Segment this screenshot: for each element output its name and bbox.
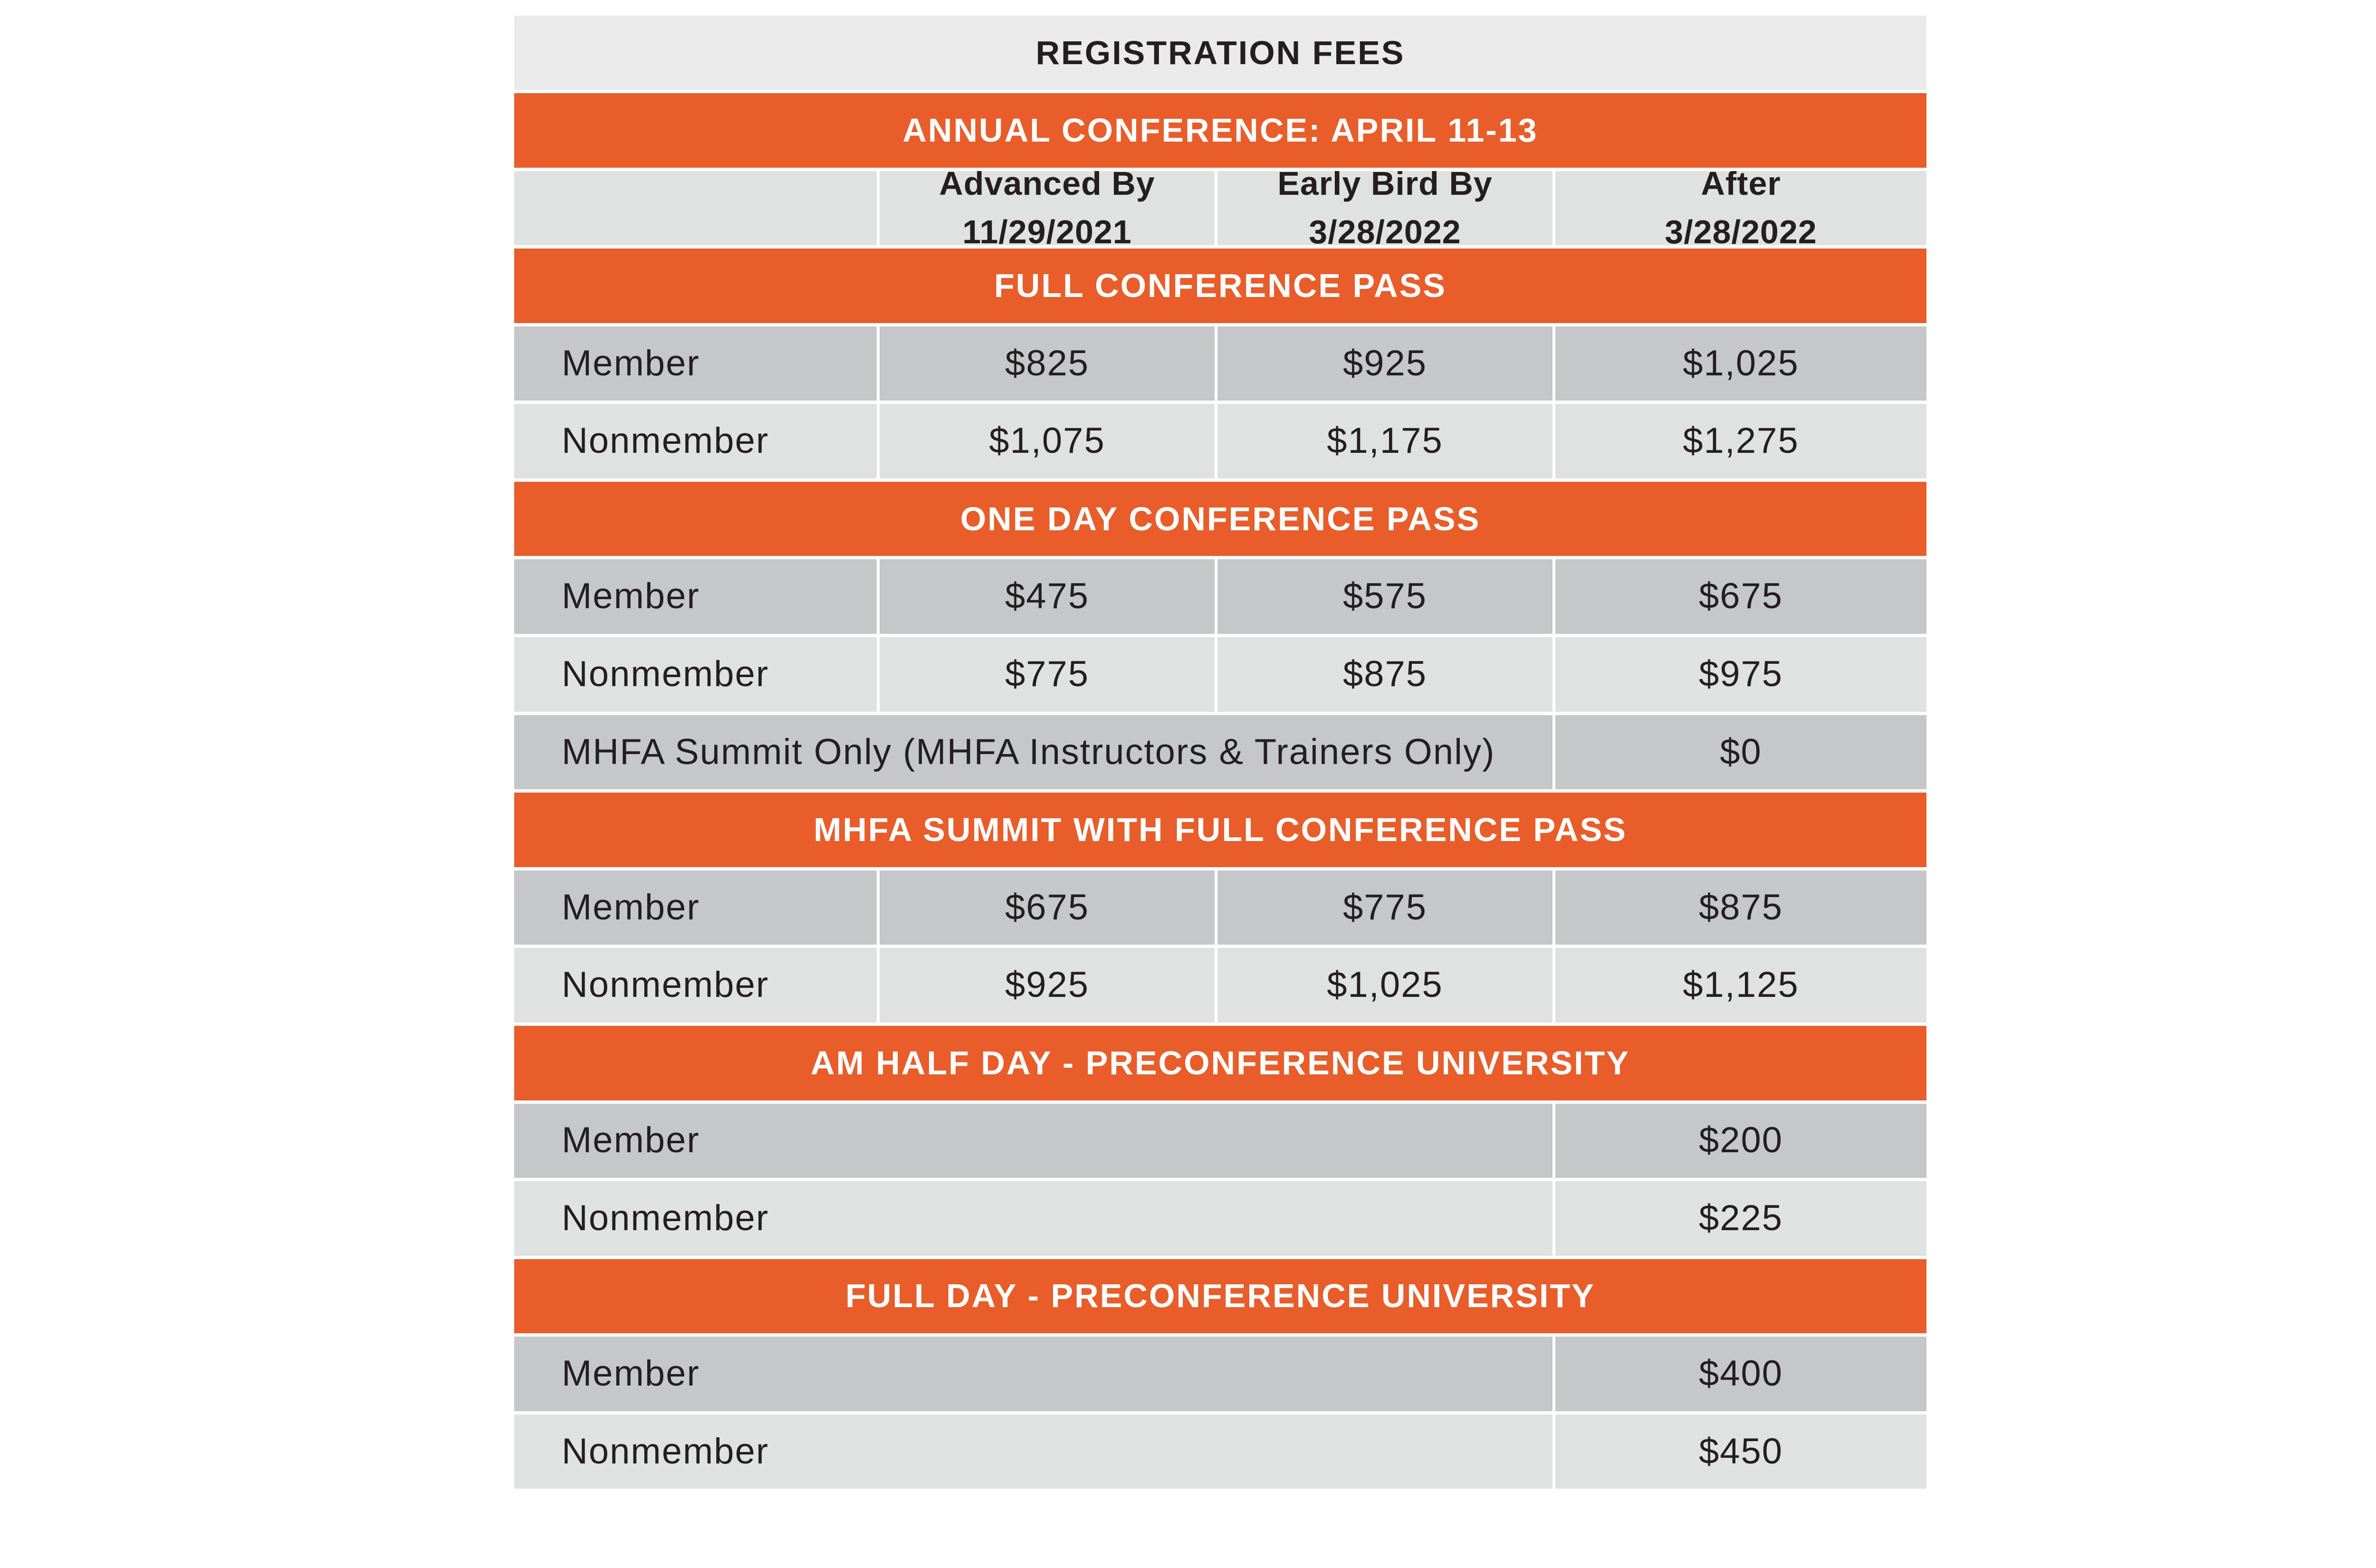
am-half-day-nonmember-price: $225 [1555,1181,1926,1256]
column-header-after-date: 3/28/2022 [1665,213,1817,246]
full-pass-nonmember-early-bird-price: $1,175 [1217,404,1552,478]
one-day-nonmember-after-price: $975 [1555,637,1926,712]
mhfa-full-nonmember-early-bird-price: $1,025 [1217,948,1552,1023]
column-header-empty [514,171,877,246]
full-day-nonmember-price: $450 [1555,1415,1926,1489]
full-pass-nonmember-advanced-price: $1,075 [880,404,1215,478]
mhfa-full-nonmember-after-price: $1,125 [1555,948,1926,1023]
full-pass-nonmember-after-price: $1,275 [1555,404,1926,478]
column-header-after-line1: After [1701,171,1781,202]
one-day-member-label: Member [514,559,877,634]
mhfa-full-member-after-price: $875 [1555,870,1926,945]
column-header-after [1555,171,1926,246]
mhfa-summit-only-label: MHFA Summit Only (MHFA Instructors & Trainers Only) [514,715,1552,790]
full-pass-member-advanced-price: $825 [880,326,1215,401]
full-pass-member-label: Member [514,326,877,401]
column-header-early-bird [1217,171,1552,246]
mhfa-full-nonmember-advanced-price: $925 [880,948,1215,1023]
section-header-annual-conference: ANNUAL CONFERENCE: APRIL 11-13 [514,93,1926,168]
section-header-mhfa-summit-full-pass: MHFA SUMMIT WITH FULL CONFERENCE PASS [514,793,1926,867]
full-day-nonmember-label: Nonmember [514,1415,1552,1489]
am-half-day-member-price: $200 [1555,1104,1926,1178]
column-header-advanced-date: 11/29/2021 [962,213,1132,246]
mhfa-full-nonmember-label: Nonmember [514,948,877,1023]
mhfa-full-member-label: Member [514,870,877,945]
section-header-am-half-day: AM HALF DAY - PRECONFERENCE UNIVERSITY [514,1026,1926,1100]
full-day-member-price: $400 [1555,1337,1926,1411]
one-day-member-advanced-price: $475 [880,559,1215,634]
full-pass-nonmember-label: Nonmember [514,404,877,478]
section-header-one-day-conference-pass: ONE DAY CONFERENCE PASS [514,482,1926,556]
column-header-advanced-line1: Advanced By [939,171,1155,202]
one-day-nonmember-early-bird-price: $875 [1217,637,1552,712]
column-header-early-bird-line1: Early Bird By [1277,171,1493,202]
one-day-nonmember-label: Nonmember [514,637,877,712]
am-half-day-member-label: Member [514,1104,1552,1178]
full-day-member-label: Member [514,1337,1552,1411]
mhfa-summit-only-price: $0 [1555,715,1926,790]
one-day-nonmember-advanced-price: $775 [880,637,1215,712]
one-day-member-after-price: $675 [1555,559,1926,634]
am-half-day-nonmember-label: Nonmember [514,1181,1552,1256]
section-header-full-day: FULL DAY - PRECONFERENCE UNIVERSITY [514,1259,1926,1334]
column-header-advanced [880,171,1215,246]
mhfa-full-member-early-bird-price: $775 [1217,870,1552,945]
registration-fees-table [514,16,1924,1567]
full-pass-member-after-price: $1,025 [1555,326,1926,401]
column-header-early-bird-date: 3/28/2022 [1309,213,1461,246]
full-pass-member-early-bird-price: $925 [1217,326,1552,401]
one-day-member-early-bird-price: $575 [1217,559,1552,634]
section-header-full-conference-pass: FULL CONFERENCE PASS [514,249,1926,323]
mhfa-full-member-advanced-price: $675 [880,870,1215,945]
table-title: REGISTRATION FEES [514,16,1926,90]
